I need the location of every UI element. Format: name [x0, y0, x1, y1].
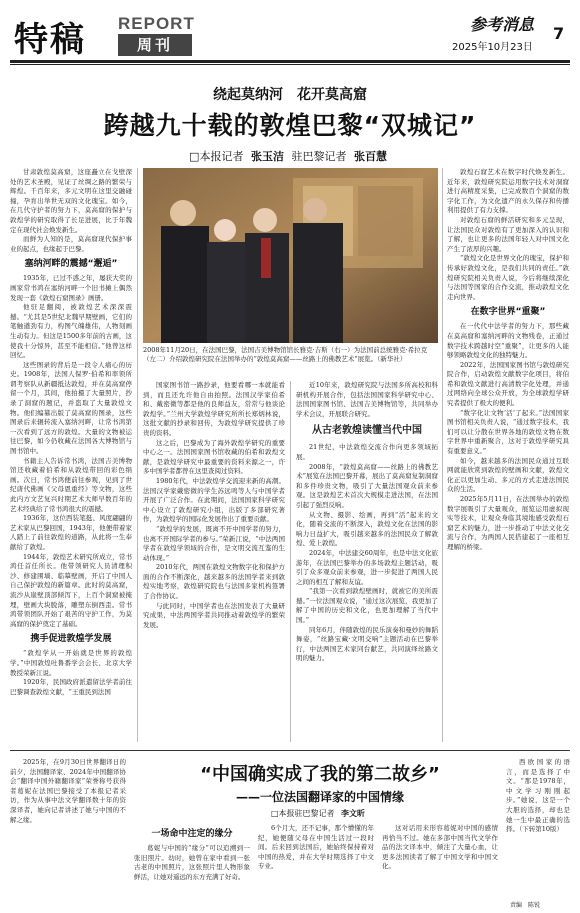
article2-column-3 — [258, 824, 374, 908]
paragraph: 1936年，这位西装笔挺、风度翩翩的艺术家从巴黎回国，1943年，他便带着家人踏上了前往敦煌的道路，从此将一生奉献给了敦煌。 — [10, 514, 132, 551]
weekly-label: 周刊 — [118, 34, 192, 56]
paragraph: 2025年5月11日，在法国举办的敦煌数字展吸引了大量观众，展览运用虚拟现实等技术，让观众身临其境地感受敦煌石窟艺术的魅力，进一步推动了中法文化交流与合作，为两国人民搭建起了一座相互理解的桥梁。 — [447, 495, 569, 551]
paragraph: 2022年，法国国家图书馆与敦煌研究院合作，启动敦煌文献数字化项目，将伯希和敦煌文献进行高清数字化处理，并通过网络向全球公众开放，为全球敦煌学研究者提供了极大的便利。 — [447, 360, 569, 408]
subheading: 塞纳河畔的震撼“邂逅” — [24, 259, 118, 270]
paragraph: “敦煌学从一开始就是世界的敦煌学。”中国敦煌吐鲁番学会会长、北京大学教授荣新江说。 — [10, 649, 132, 677]
report-label: REPORT — [118, 14, 195, 33]
paragraph: 2024年，中法建交60周年，也是中法文化旅游年，在法国巴黎举办的多场敦煌主题活动，吸引了众多观众前来参观，进一步促进了两国人民之间的相互了解和友谊。 — [296, 548, 438, 586]
byline-author-1: 张玉洁 — [250, 150, 284, 163]
article-kicker: 绕起莫纳河 花开莫高窟 — [213, 87, 367, 103]
article2-column-2 — [134, 824, 250, 908]
byline-prefix: □本报驻巴黎记者 — [270, 809, 335, 818]
column-rule — [137, 168, 138, 742]
article2-subtitle: ——一位法国翻译家的中国情缘 — [235, 790, 404, 804]
masthead — [0, 0, 580, 64]
paragraph: 1980年代，中法敦煌学交流迎来新的高潮。法国汉学家戴密微的学生苏远鸣等人与中国学者开展了广泛合作。在此期间，法国国家科学研究中心设立了敦煌研究小组，出版了多部研究著作，为敦煌学的国际化发展作出了重要贡献。 — [143, 476, 285, 524]
article-byline — [0, 148, 580, 164]
paragraph: 1920年，民国政府派遣留法学者前往巴黎调查敦煌文献，“王重民到法国 — [10, 678, 132, 696]
paragraph: 国家图书馆一路抄录，他要看哪一本就能看到，而且还允许他自由拍照。法国汉学家伯希和、戴密微等都是他的良师益友，常常与他谈论敦煌学。”兰州大学敦煌学研究所所长郑炳林说，这批文献的抄录和回传，为敦煌学研究提供了珍贵的资料。 — [143, 381, 285, 437]
masthead-rule — [10, 60, 570, 63]
subheading: 从古老敦煌读懂当代中国 — [312, 425, 422, 437]
subheading: 在数字世界“重聚” — [470, 307, 546, 318]
article1-column-3 — [296, 381, 438, 742]
page-number: 7 — [553, 24, 565, 43]
paragraph: “敦煌学的发展，既离不开中国学者的努力，也离不开国际学者的参与。”荣新江说，“中法两国学者在敦煌学领域的合作，是文明交流互鉴的生动体现。” — [143, 524, 285, 562]
article1-column-4 — [447, 168, 569, 742]
paragraph: 同年6月，伴随敦煌的民乐演奏和曼妙的舞蹈舞姿，“丝路宝藏·文明交响”主题活动在巴黎举行，中法两国艺术家同台献艺，共同演绎丝路文明的魅力。 — [296, 625, 438, 663]
paragraph: 2025年，在9月30日世界翻译日的前夕，法国翻译家、2024年中国翻译协会“翻译中国外籍翻译家”荣誉称号获得者葛妮在法国巴黎接受了本报记者采访，作为从事中法文学翻译数十年的资深译者，她向记者讲述了她与中国的不解之缘。 — [10, 758, 126, 824]
section-title: 特稿 — [14, 20, 86, 60]
article-photo — [143, 168, 438, 343]
byline-author-2: 张百慧 — [353, 150, 387, 163]
byline-prefix: □本报记者 — [189, 150, 244, 163]
paragraph: 2010年代，两国在敦煌文物数字化和保护方面的合作不断深化，越来越多的法国学者来到敦煌实地考察，敦煌研究院也与法国多家机构签署了合作协议。 — [143, 563, 285, 601]
paragraph: 21世纪，中法敦煌交流合作向更多领域拓展。 — [296, 443, 438, 461]
paragraph: 从文物、摄影、绘画，再到“活”起来的文化，随着交流的不断深入，敦煌文化在法国的影响力日益扩大，吸引越来越多的法国民众了解敦煌、爱上敦煌。 — [296, 510, 438, 548]
paragraph: 书籍主人告诉常书鸿，法国吉美博物馆还收藏着伯希和从敦煌带回的彩色绢画。次日，常书鸿便前往参观，见到了世纪唐代佛画《父母恩重经》等文物，这些此内方文艺复兴时期艺术大师早数百年的艺术经典给了常书鸿很大的震撼。 — [10, 456, 132, 513]
subheading: 一场命中注定的缘分 — [151, 829, 233, 839]
column-rule — [290, 381, 291, 742]
paragraph: “敦煌文化是世界文化的瑰宝，保护和传承好敦煌文化，是我们共同的责任。”敦煌研究院相关负责人说，今后将继续深化与法国等国家的合作交流，推动敦煌文化走向世界。 — [447, 254, 569, 301]
paragraph: 这对话用来形容葛妮对中国的感情再恰当不过。她在多部中国当代文学作品的法文译本中，倾注了大量心血，让更多法国读者了解了中国文学和中国文化。 — [382, 824, 498, 871]
paragraph: “数字化让文物‘活’了起来。”法国国家图书馆相关负责人说，“通过数字技术，我们可以让分散在世界各地的敦煌文物在数字世界中重新聚合，这对于敦煌学研究具有重要意义。” — [447, 408, 569, 456]
paragraph: 近10年来，敦煌研究院与法国多所高校和科研机构开展合作，包括法国国家科学研究中心、法国国家图书馆、法国吉美博物馆等，共同举办学术会议，开展联合研究。 — [296, 381, 438, 418]
article2-title: “中国确实成了我的第二故乡” — [200, 764, 440, 785]
paragraph: 葛妮与中国的“缘分”可以追溯到一张旧照片。幼时，她曾在家中看到一张古老的中国照片，这张照片里人物形象鲜活，让她对遥远的东方充满了好奇。 — [134, 844, 250, 881]
paragraph: 甘肃敦煌莫高窟，这座矗立在戈壁深处的艺术圣殿，见证了丝绸之路的繁荣与辉煌。千百年来，多元文明在这里交融碰撞，孕育出举世无双的文化瑰宝。如今，在几代守护者的努力下，莫高窟的保护与敦煌学的研究取得了长足进展，比于年魏定在现代社会焕发新生。 — [10, 168, 132, 234]
paragraph: 这之后，巴黎成为了海外敦煌学研究的重要中心之一。法国国家图书馆收藏的伯希和敦煌文献，是敦煌学研究中最重要的资料来源之一，许多中国学者都曾在这里查阅过资料。 — [143, 438, 285, 476]
byline-author: 李文昕 — [341, 809, 366, 818]
paragraph: 西欧国家的语言，而是选择了中文。“那是1978年，中文学习刚刚起步。”她说，这是一个大胆的选择，却也是她一生中最正确的选择。（下转第10版） — [506, 758, 570, 834]
paragraph: 他驻足翻阅，被敦煌艺术深深震撼。“尤其是5世纪北魏早期壁画，它们的笔触遒劲有力，构图气魄雄伟，人物刻画生动有力。但这是1500多年前的古画，这使我十分惊异，甚至不能相信。”他曾这样回忆。 — [10, 303, 132, 360]
paragraph: 1944年，敦煌艺术研究所成立，常书鸿任首任所长。他带领研究人员清理积沙、修建围墙、临摹壁画，开启了中国人自己保护敦煌的新篇章。此时的莫高窟，流沙从崖壁顶部倾泻下，上百个洞窟被掩埋，壁画大块脱落，雕塑东倒西歪。常书鸿带领团队开始了艰苦的守护工作，为莫高窟的保护奠定了基础。 — [10, 552, 132, 628]
paragraph: 在一代代中法学者的努力下，那些藏在莫高窟和塞纳河畔的文物残卷，正通过数字技术跨越时空“重聚”，让更多的人能够领略敦煌文化的独特魅力。 — [447, 322, 569, 360]
paragraph: 2008年，“敦煌莫高窟——丝路上的佛教艺术”展览在法国巴黎开幕，展出了莫高窟复制洞窟和多件珍贵文物，吸引了大量法国观众前来参观。这是敦煌艺术首次大规模走进法国，在法国引起了强烈反响。 — [296, 462, 438, 509]
article2-column-5 — [506, 758, 570, 908]
paragraph: 如今，越来越多的法国民众通过互联网就能欣赏到敦煌的壁画和文献，敦煌文化正以更加生动、多元的方式走进法国民众的生活。 — [447, 456, 569, 494]
article2-byline — [130, 808, 510, 819]
paragraph: 这些图录的背后是一段令人痛心的历史。1908年，法国人保罗·伯希和率领所谓考察队从新疆抵达敦煌，并在莫高窟停留一个月，其间，他拍摄了大量照片，抄录了洞窟的题记，并盗取了大量敦煌文物。他们编纂出版了莫高窟的图录，这些图录后来辗转流入塞纳河畔，让常书鸿第一次看到了远方的敦煌。大量的文物被运往巴黎，如今仍收藏在法国各大博物馆与图书馆中。 — [10, 360, 132, 456]
paragraph: 而鲜为人知的是，莫高窟现代保护事业的起点，也缘起于巴黎。 — [10, 235, 132, 253]
column-rule — [442, 168, 443, 742]
issue-date: 2025年10月23日 — [452, 42, 533, 53]
paragraph: “我第一次看到敦煌壁画时，就被它的美所震撼。”一位法国观众说，“通过这次展览，我更加了解了中国的历史和文化，也更加理解了当代中国。” — [296, 587, 438, 625]
subheading: 携手促进敦煌学发展 — [30, 634, 112, 645]
article-separator — [10, 750, 570, 751]
editor-credit: 责编 陈锐 — [510, 902, 541, 909]
paragraph: 与此同时，中国学者也在法国发表了大量研究成果，中法两国学者共同推动着敦煌学的繁荣发展。 — [143, 601, 285, 629]
article-title: 跨越九十载的敦煌巴黎“双城记” — [103, 111, 477, 140]
article1-column-2 — [143, 381, 285, 742]
article2-column-4 — [382, 824, 498, 908]
article1-column-1 — [10, 168, 132, 742]
article2-column-1 — [10, 758, 126, 908]
paragraph: 敦煌石窟艺术在数字时代焕发新生。近年来，敦煌研究院运用数字技术对洞窟进行高精度采集，已完成数百个洞窟的数字化工作，为文化遗产的永久保存和传播利用提供了有力支撑。 — [447, 168, 569, 215]
paragraph: 对敦煌石窟的鲜活研究和多元呈现，让法国民众对敦煌有了更加深入的认识和了解，也让更多的法国年轻人对中国文化产生了浓厚的兴趣。 — [447, 215, 569, 253]
byline-mid: 驻巴黎记者 — [291, 150, 347, 163]
paragraph: 6个月大，还不记事，那个懵懂的年纪，她便随父母在中国生活过一段时间。后来回到法国后，她始终保持着对中国的热爱，并在大学时期选择了中文专业。 — [258, 824, 374, 871]
paragraph: 1935年，已过不惑之年，屡获大奖的画家常书鸿在塞纳河畔一个旧书摊上偶然发现一套《敦煌石窟图录》画册。 — [10, 274, 132, 302]
masthead-rule-thin — [10, 64, 570, 65]
photo-caption: 2008年11月20日，在法国巴黎，法国吉美博物馆馆长雅克·吉斯（右一）为法国前总统雅克·希拉克（左二）介绍敦煌研究院在法国举办的“敦煌莫高窟——丝路上的佛教艺术”展览。（新华社） — [143, 346, 428, 363]
paper-logo: 参考消息 — [470, 15, 535, 34]
